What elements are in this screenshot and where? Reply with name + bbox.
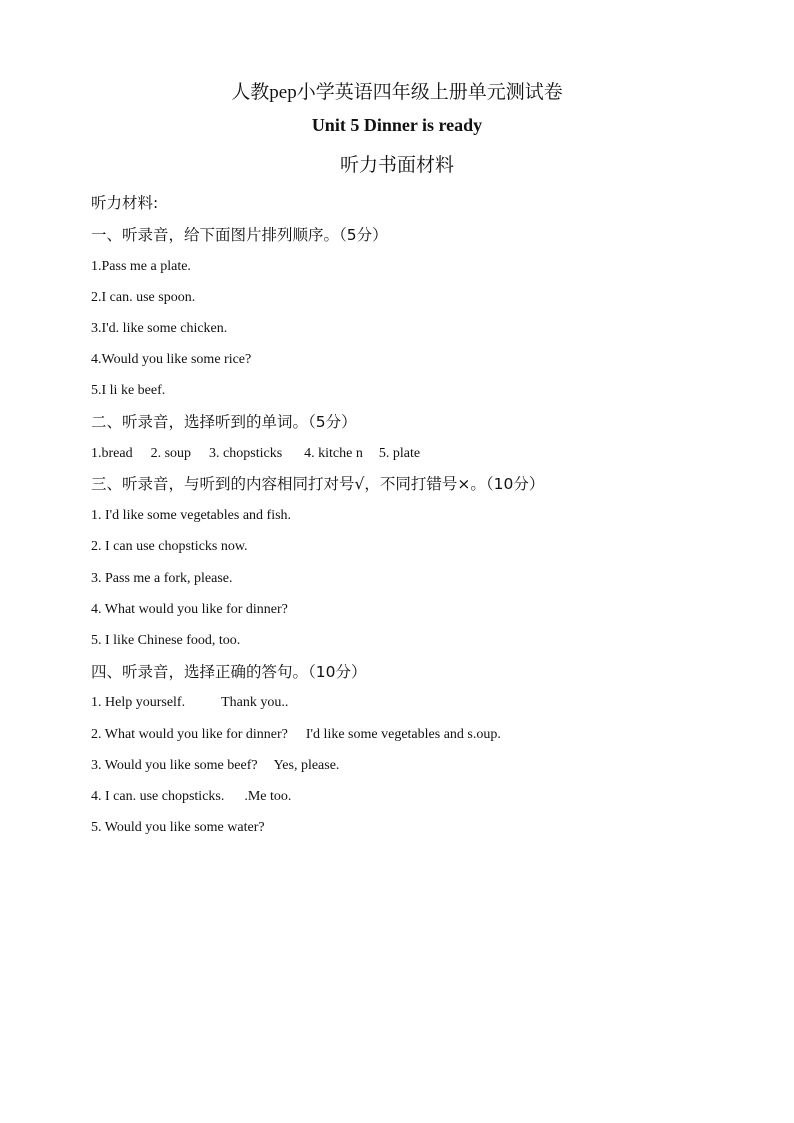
section-1-item: 1.Pass me a plate.: [91, 259, 191, 274]
question-text: 3. Would you like some beef?: [91, 758, 258, 773]
section-1-item: 5.I li ke beef.: [91, 383, 166, 398]
word-option: 4. kitche n: [304, 446, 363, 461]
section-1-item: 2.I can. use spoon.: [91, 290, 196, 305]
section-3-item: 2. I can use chopsticks now.: [91, 539, 248, 554]
question-text: 5. Would you like some water?: [91, 820, 265, 835]
section-3-item: 1. I'd like some vegetables and fish.: [91, 508, 292, 523]
answer-text: .Me too.: [244, 789, 292, 804]
section-4-item: [91, 787, 291, 807]
document-title: 人教pep小学英语四年级上册单元测试卷: [231, 82, 563, 103]
section-3-item: 4. What would you like for dinner?: [91, 602, 288, 617]
section-4-item: [91, 693, 288, 713]
unit-title: Unit 5 Dinner is ready: [311, 115, 483, 135]
document-subtitle: 听力书面材料: [339, 155, 454, 176]
answer-text: Thank you..: [221, 695, 289, 710]
section-1-item: 3.I'd. like some chicken.: [91, 321, 228, 336]
section-4-item: [91, 818, 265, 838]
section-2-heading: 二、听录音，选择听到的单词。（5分）: [91, 413, 357, 431]
intro-label: 听力材料:: [91, 194, 159, 212]
section-3-item: 5. I like Chinese food, too.: [91, 633, 241, 648]
section-2-word-list: [91, 444, 420, 464]
section-4-heading: 四、听录音，选择正确的答句。（10分）: [91, 663, 367, 681]
section-1-item: 4.Would you like some rice?: [91, 352, 252, 367]
word-option: 5. plate: [378, 446, 421, 461]
section-1-heading: 一、听录音，给下面图片排列顺序。（5分）: [91, 226, 388, 244]
section-4-item: [91, 725, 501, 745]
question-text: 1. Help yourself.: [91, 695, 186, 710]
question-text: 4. I can. use chopsticks.: [91, 789, 225, 804]
section-4-item: [91, 756, 339, 776]
word-option: 1.bread: [91, 446, 133, 461]
word-option: 3. chopsticks: [209, 446, 283, 461]
answer-text: Yes, please.: [273, 758, 340, 773]
answer-text: I'd like some vegetables and s.oup.: [305, 727, 501, 742]
section-3-item: 3. Pass me a fork, please.: [91, 571, 233, 586]
question-text: 2. What would you like for dinner?: [91, 727, 288, 742]
section-3-heading: 三、听录音，与听到的内容相同打对号√，不同打错号×。（10分）: [91, 475, 545, 493]
word-option: 2. soup: [150, 446, 192, 461]
